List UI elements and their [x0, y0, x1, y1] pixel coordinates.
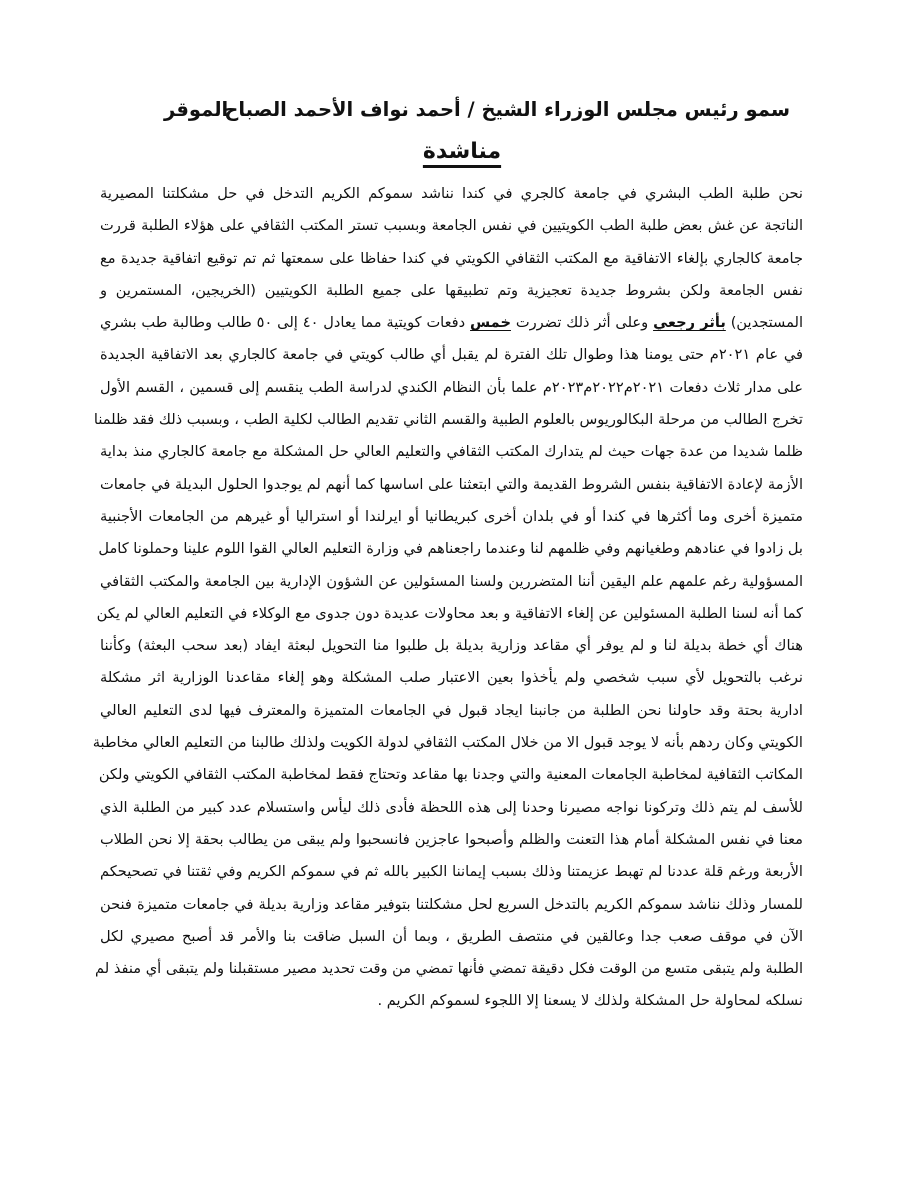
body-text: للمسار وذلك نناشد سموكم الكريم بالتدخل السريع لحل مشكلتنا بتوفير مقاعد وزارية بديلة في جامعات متميزة فنحن: [100, 895, 803, 913]
body-text: الأربعة ورغم قلة عددنا لم تهبط عزيمتنا وذلك بسبب إيماننا الكبير بالله ثم في سموكم الكريم وفي ثقتنا في تصحيحكم: [100, 863, 803, 881]
body-line: [100, 662, 803, 694]
body-line: [92, 727, 803, 759]
body-text: وعلى أثر ذلك تضررت: [510, 314, 654, 332]
body-line: [100, 889, 803, 921]
body-line: [100, 210, 803, 242]
body-text: في عام ٢٠٢١م حتى يومنا هذا وطوال تلك الفترة لم يقبل أي طالب كويتي في جامعة كالجاري بعد الاتفاقية الجديدة: [100, 346, 803, 364]
body-text: متميزة أخرى وما أكثرها في كندا أو في بلدان أخرى كبريطانيا أو ايرلندا أو استراليا أو غيرهم من الجامعات الأجنبية: [100, 507, 803, 525]
body-text: المسؤولية رغم علمهم علم اليقين أننا المتضررين ولسنا المسئولين عن الشؤون الإدارية بين الجامعة والمكتب الثقافي: [100, 572, 803, 590]
body-line: [100, 372, 803, 404]
body-text: نفس الجامعة ولكن بشروط جديدة تعجيزية وتم تطبيقها على جميع الطلبة الكويتيين (الخريجين، المستمرين و: [100, 281, 803, 299]
letter-heading: [0, 139, 924, 183]
body-line: [100, 630, 803, 662]
body-line: [100, 856, 803, 888]
letter-body: [92, 178, 804, 1018]
body-text: جامعة كالجاري بإلغاء الاتفاقية مع المكتب الثقافي الكويتي في كندا حفاظا على سمعتها ثم تم توقيع اتفاقية جديدة مع: [100, 249, 803, 267]
body-text: على مدار ثلاث دفعات ٢٠٢١م٢٠٢٢م٢٠٢٣م علما بأن النظام الكندي لدراسة الطب ينقسم إلى قسمين ، القسم الأول: [100, 378, 803, 396]
body-text: تخرج الطالب من مرحلة البكالوريوس بالعلوم الطبية والقسم الثاني تقديم الطالب لكلية الطب ، وبسبب ذلك فقد ظلمنا: [93, 411, 803, 429]
body-text: للأسف لم يتم ذلك وتركونا نواجه مصيرنا وحدنا إلى هذه اللحظة فأدى ذلك ليأس واستسلام عدد كبير من الطلبة الذي: [100, 798, 803, 816]
body-text: الناتجة عن غش بعض طلبة الطب الكويتيين في نفس الجامعة وبسبب تستر المكتب الثقافي على هؤلاء الطلبة قررت: [100, 217, 803, 235]
heading-text: مناشدة: [422, 139, 502, 164]
body-text: نحن طلبة الطب البشري في جامعة كالجري في كندا نناشد سموكم الكريم التدخل في حل مشكلتنا المصيرية: [100, 185, 803, 202]
body-text: نرغب بالتحويل لأي سبب شخصي ولم يأخذوا بعين الاعتبار صلب المشكلة وهو إلغاء مقاعدنا الوزارية اثر مشكلة: [100, 669, 803, 687]
body-line: [100, 275, 803, 307]
body-line: [100, 533, 803, 565]
body-line: [95, 953, 803, 985]
body-line: [100, 501, 803, 533]
body-text: ادارية بحتة وقد حاولنا نحن الطلبة من جانبنا ايجاد قبول في الجامعات المتميزة والمعترف فيها لدى التعليم العالي: [100, 701, 803, 719]
body-text: الكويتي وكان ردهم بأنه لا يوجد قبول الا من خلال المكتب الثقافي لدولة الكويت ولذلك طالبنا من التعليم العالي مخاطبة: [92, 734, 803, 752]
body-text: معنا في نفس المشكلة أمام هذا التعنت والظلم وأصبحوا عاجزين فانسحبوا ولم يبقى من يطالب بحقة إلا نحن الطلاب: [100, 830, 803, 848]
body-text: هناك أي خطة بديلة لنا و لم يوفر أي مقاعد وزارية بديلة بل طلبوا منا التحويل لبعثة ايفاد (بعد سحب البعثة) وكأننا: [100, 637, 803, 655]
body-line: [100, 436, 803, 468]
body-line: [100, 469, 803, 501]
body-line: [100, 243, 803, 275]
body-text: بل زادوا في عنادهم وطغيانهم وفي ظلمهم لنا وعندما راجعناهم في وزارة التعليم العالي القوا اللوم علينا وحملونا كامل: [98, 540, 803, 558]
body-line: [100, 921, 803, 953]
body-line: [100, 824, 803, 856]
body-text: الطلبة ولم يتبقى متسع من الوقت فكل دقيقة تمضي فأنها تمضي من وقت تحديد مصير مستقبلنا ولم يتبقى أي منفذ لم: [95, 960, 803, 978]
body-line: [96, 598, 803, 630]
body-text: كما أنه لسنا الطلبة المسئولين عن إلغاء الاتفاقية و بعد محاولات عديدة دون جدوى مع الوكلاء في التعليم العالي لم يكن: [96, 604, 803, 622]
body-line: [100, 566, 803, 598]
body-text: الآن في موقف صعب جدا وعالقين في منتصف الطريق ، وبما أن السبل ضاقت بنا والأمر قد أصبح مصيري لكل: [100, 927, 803, 945]
body-text: دفعات كويتية مما يعادل ٤٠ إلى ٥٠ طالب وطالبة طب بشري: [100, 314, 471, 332]
body-line: [100, 695, 803, 727]
body-text: المكاتب الثقافية لمخاطبة الجامعات المعنية والتي وجدنا بها مقاعد وتحتاج فقط لمخاطبة المكتب الثقافي الكويتي ولكن: [98, 766, 803, 784]
body-line: [100, 985, 803, 1017]
body-line: [93, 404, 803, 436]
body-line: [100, 759, 803, 791]
body-line: [100, 792, 803, 824]
body-text: نسلكه لمحاولة حل المشكلة ولذلك لا يسعنا إلا اللجوء لسموكم الكريم .: [377, 992, 803, 1010]
body-text: المستجدين): [725, 314, 804, 332]
body-text: الأزمة لإعادة الاتفاقية بنفس الشروط القديمة والتي ابتعثنا على اساسها كما أنهم لم يوجدوا الحلول البديلة في جامعات: [100, 475, 803, 493]
addressee-honorific: الموقر: [164, 98, 229, 121]
body-text: ظلما شديدا من عدة جهات حيث لم يتدارك المكتب الثقافي والتعليم العالي حل المشكلة مع جامعة كالجاري منذ بداية: [100, 443, 803, 461]
addressee-line: [150, 92, 790, 132]
emphasized-text: بأثر رجعي: [653, 314, 726, 332]
emphasized-text: خمس: [470, 314, 511, 332]
addressee-name: سمو رئيس مجلس الوزراء الشيخ / أحمد نواف الأحمد الصباح: [224, 98, 790, 121]
body-line: [100, 339, 803, 371]
body-line: [100, 178, 803, 210]
body-line: [100, 307, 803, 339]
